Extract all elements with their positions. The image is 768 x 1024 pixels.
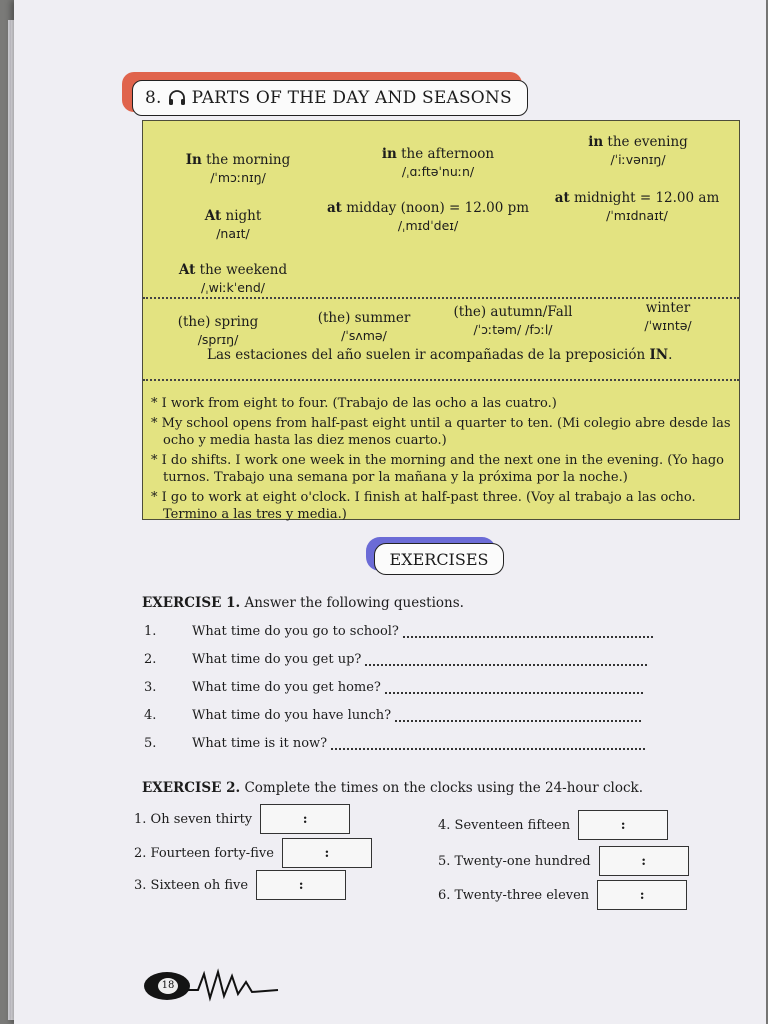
time-at-night: At night /naɪt/	[204, 208, 262, 241]
season-summer: (the) summer /ˈsʌmə/	[317, 310, 411, 343]
clock-answer-box[interactable]: :	[256, 870, 346, 900]
answer-blank[interactable]	[395, 708, 641, 722]
page-number-badge	[144, 972, 190, 1000]
time-at-midnight: at midnight = 12.00 am /ˈmɪdnaɪt/	[554, 190, 720, 223]
question-row: 5. What time is it now?	[144, 736, 645, 751]
example-sentence: * I work from eight to four. (Trabajo de las ocho a las cuatro.)	[151, 396, 557, 411]
headphones-icon	[168, 90, 186, 106]
clock-answer-box[interactable]: :	[282, 838, 372, 868]
exercise-1-title: EXERCISE 1. Answer the following questions.	[142, 595, 464, 611]
answer-blank[interactable]	[331, 736, 645, 750]
clock-item: 2. Fourteen forty-five :	[134, 838, 372, 868]
clock-item: 3. Sixteen oh five :	[134, 870, 346, 900]
exercise-2-title: EXERCISE 2. Complete the times on the clocks using the 24-hour clock.	[142, 780, 644, 796]
page-number: 18	[158, 978, 178, 994]
clock-item: 4. Seventeen fifteen :	[438, 810, 668, 840]
example-sentence: * I do shifts. I work one week in the morning and the next one in the evening. (Yo hago turnos. Trabajo una semana por la mañana y la próxima por la noche.)	[151, 452, 725, 485]
time-in-the-morning: In the morning /ˈmɔːnɪŋ/	[185, 152, 291, 185]
question-row: 4. What time do you have lunch?	[144, 708, 641, 723]
clock-answer-box[interactable]: :	[578, 810, 668, 840]
section-title-text: PARTS OF THE DAY AND SEASONS	[191, 88, 512, 108]
exercises-title: EXERCISES	[374, 543, 504, 575]
answer-blank[interactable]	[365, 652, 647, 666]
time-at-the-weekend: At the weekend /ˌwiːkˈend/	[178, 262, 288, 295]
time-at-midday: at midday (noon) = 12.00 pm /ˌmɪdˈdeɪ/	[326, 200, 530, 233]
season-note: Las estaciones del año suelen ir acompañadas de la preposición IN.	[207, 347, 673, 363]
clock-answer-box[interactable]: :	[599, 846, 689, 876]
dotted-divider	[143, 379, 739, 381]
clock-answer-box[interactable]: :	[597, 880, 687, 910]
clock-answer-box[interactable]: :	[260, 804, 350, 834]
clock-item: 1. Oh seven thirty :	[134, 804, 350, 834]
season-spring: (the) spring /sprɪŋ/	[177, 314, 259, 347]
example-sentence: * I go to work at eight o'clock. I finish at half-past three. (Voy al trabajo a las ocho. Termino a las tres y media.)	[151, 489, 696, 522]
clock-item: 6. Twenty-three eleven :	[438, 880, 687, 910]
question-row: 3. What time do you get home?	[144, 680, 643, 695]
section-title-banner	[122, 72, 532, 122]
answer-blank[interactable]	[385, 680, 643, 694]
book-page	[14, 0, 766, 1024]
section-title	[132, 80, 528, 116]
time-in-the-evening: in the evening /ˈiːvənɪŋ/	[588, 134, 688, 167]
season-autumn: (the) autumn/Fall /ˈɔːtəm/ /fɔːl/	[453, 304, 573, 337]
clock-item: 5. Twenty-one hundred :	[438, 846, 689, 876]
example-sentences	[149, 395, 737, 526]
question-row: 1. What time do you go to school?	[144, 624, 653, 639]
time-in-the-afternoon: in the afternoon /ˌɑːftəˈnuːn/	[381, 146, 495, 179]
heartbeat-line-icon	[188, 966, 288, 1006]
section-number: 8.	[145, 88, 162, 108]
exercises-banner	[366, 537, 506, 579]
question-row: 2. What time do you get up?	[144, 652, 647, 667]
vocabulary-box	[142, 120, 740, 520]
season-winter: winter /ˈwɪntə/	[644, 300, 692, 333]
answer-blank[interactable]	[403, 624, 653, 638]
example-sentence: * My school opens from half-past eight until a quarter to ten. (Mi colegio abre desde las ocho y media hasta las diez menos cuarto.)	[151, 415, 731, 448]
